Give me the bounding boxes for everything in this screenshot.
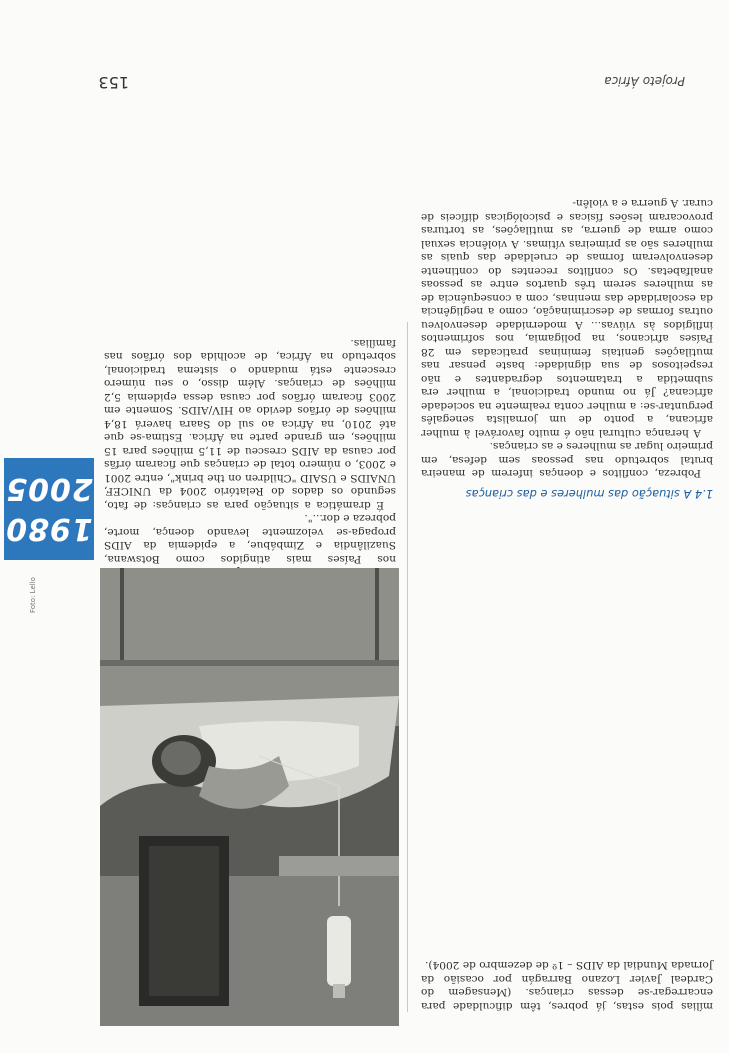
paragraph: mílias pois estas, já pobres, têm dificuldade para encarregar-se dessas crianças. (Mensagem do Cardeal Javier Lozano Barragán por ocasião da Jornada Mundial da AIDS – 1º de dezembro de 2004). — [421, 959, 713, 1012]
badge-year-bottom: 2005 — [5, 471, 93, 506]
running-title: Projeto África — [604, 74, 685, 88]
page-number: 153 — [98, 73, 129, 92]
column-divider — [407, 322, 408, 1012]
paragraph: É dramática a situação para as crianças: de fato, segundo os dados do Relatório 2004 da UNICEF, UNAIDS e USAID "Children on the brink", entre 2001 e 2003, o número total de crianças que ficaram órfãs por causa da AIDS cresceu de 11,5 milhões para 15 milhões, em grande parte na África. Estima-se que até 2010, na África ao sul do Saara haverá 18,4 milhões de órfãos devido ao HIV/AIDS. Somente em 2003 ficaram órfãos por causa dessa epidemia 5,2 milhões de crianças. Além disso, o seu número crescente está mudando o sistema tradicional, sobretudo na África, de acolhida dos órfãos nas famílias. — [104, 337, 396, 511]
section-heading-women-children: 1.4 A situação das mulheres e das crianças — [465, 487, 713, 501]
badge-year-top: 1980 — [5, 511, 93, 546]
hospital-photo — [100, 568, 399, 1026]
photo-illustration — [100, 568, 399, 1026]
paragraph: nos Países mais atingidos como Botswana, Suazilândia e Zimbábue, a epidemia da AIDS propaga-se velozmente levando doença, morte, pobreza e dor...". — [104, 512, 396, 565]
paragraph: Pobreza, conflitos e doenças inferem de maneira brutal sobretudo nas pessoas sem defesa, em primeiro lugar as mulheres e as crianças. — [421, 440, 713, 480]
paragraph: A herança cultural não é muito favorável à mulher africana, a ponto de um jornalista senegalês perguntar-se: a mulher conta realmente na sociedade africana? Já no mundo tradicional, a mulher era submetida a tratamentos degradantes e não respeitosos de sua dignidade: baste pensar nas mutilações genitais femininas praticadas em 28 Países africanos, na poligamia, nos sofrimentos infligidos às viúvas... A modernidade desenvolveu outras formas de descriminação, como a negligência da escolaridade das meninas, com a consequência de as mulheres serem três quartos entre as pessoas analfabetas. Os conflitos recentes do continente desenvolveram formas de crueldade das quais as mulheres são as primeiras vítimas. A violência sexual como arma de guerra, as mutilações, as torturas provocaram lesões físicas e psicológicas difíceis de curar. A guerra e a violên- — [421, 197, 713, 439]
text-column-right-bottom — [421, 196, 713, 508]
photo-credit: Foto: Lello — [29, 577, 37, 613]
year-badge — [4, 458, 94, 560]
text-column-right-top — [421, 958, 713, 1012]
